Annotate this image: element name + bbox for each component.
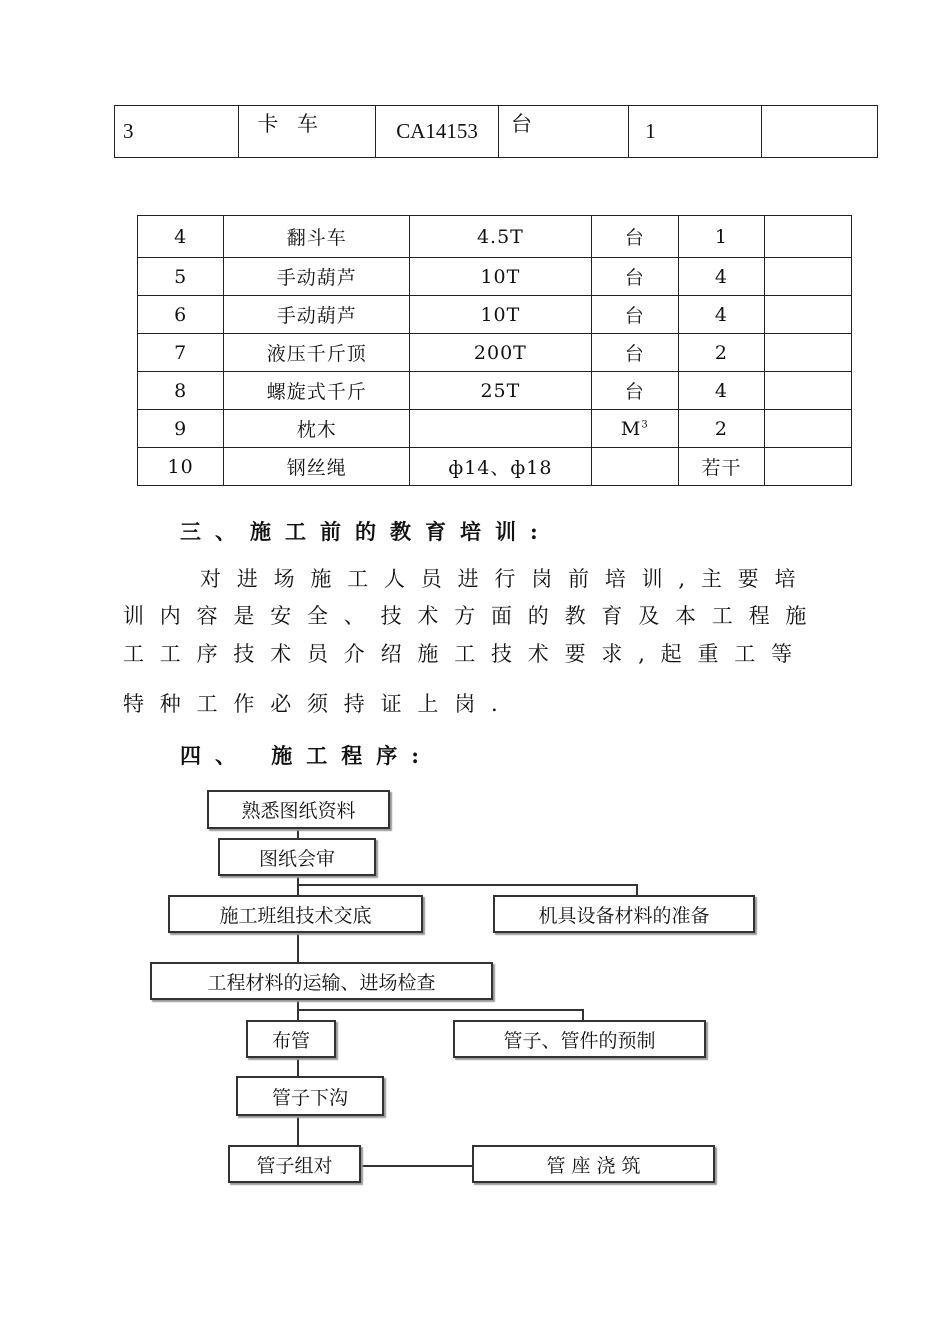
equipment-table-top [114, 105, 878, 158]
cell-note [765, 448, 852, 486]
cell-unit: 台 [591, 216, 678, 258]
section-3-line-4: 特种工作必须持证上岗. [123, 692, 514, 716]
cell-no: 7 [138, 334, 224, 372]
cell-spec: 4.5T [410, 216, 591, 258]
connector [297, 1058, 299, 1076]
cell-note [765, 216, 852, 258]
section-4-heading: 四、 施工程序: [180, 743, 434, 768]
flow-node-pipe-layout: 布管 [246, 1020, 336, 1058]
connector [297, 1009, 584, 1011]
connector [636, 884, 638, 895]
section-3-heading: 三、施工前的教育培训: [180, 519, 552, 544]
cell-no: 5 [138, 258, 224, 296]
cell-name: 螺旋式千斤 [224, 372, 410, 410]
cell-qty: 1 [629, 106, 761, 158]
cell-name: 翻斗车 [224, 216, 410, 258]
cell-note [765, 258, 852, 296]
flow-node-pipe-alignment: 管子组对 [228, 1145, 361, 1183]
cell-qty: 1 [678, 216, 764, 258]
cell-no: 9 [138, 410, 224, 448]
equipment-table [137, 215, 852, 486]
flow-node-drawings-familiarize: 熟悉图纸资料 [207, 790, 390, 829]
cell-spec: CA14153 [376, 106, 499, 158]
flow-node-equipment-preparation: 机具设备材料的准备 [493, 895, 755, 933]
cell-unit: 台 [591, 372, 678, 410]
cell-unit: 台 [591, 334, 678, 372]
cell-no: 10 [138, 448, 224, 486]
section-3-line-3: 工工序技术员介绍施工技术要求,起重工等 [123, 642, 808, 666]
connector [297, 884, 638, 886]
cell-qty: 4 [678, 258, 764, 296]
cell-spec: 200T [410, 334, 591, 372]
cell-spec: 25T [410, 372, 591, 410]
cell-unit [591, 448, 678, 486]
table-row [138, 296, 852, 334]
cell-name: 卡 车 [239, 106, 376, 158]
table-row [138, 216, 852, 258]
section-3-line-1: 对进场施工人员进行岗前培训,主要培 [200, 567, 812, 591]
connector [297, 829, 299, 838]
flow-node-material-transport: 工程材料的运输、进场检查 [150, 962, 493, 1000]
section-3-line-2: 训内容是安全、技术方面的教育及本工程施 [123, 604, 823, 628]
cell-spec [410, 410, 591, 448]
cell-qty: 若干 [678, 448, 764, 486]
cell-note [761, 106, 877, 158]
flow-node-technical-briefing: 施工班组技术交底 [168, 895, 423, 933]
cell-note [765, 372, 852, 410]
connector [297, 933, 299, 962]
cell-qty: 2 [678, 410, 764, 448]
cell-unit: 台 [591, 258, 678, 296]
flow-node-pipe-prefabrication: 管子、管件的预制 [453, 1020, 706, 1058]
cell-note [765, 296, 852, 334]
cell-spec: 10T [410, 258, 591, 296]
cell-no: 4 [138, 216, 224, 258]
table-row [138, 258, 852, 296]
cell-unit: $M^3$ [591, 410, 678, 448]
cell-name: 液压千斤顶 [224, 334, 410, 372]
flow-node-pipe-lowering: 管子下沟 [236, 1076, 384, 1116]
cell-name: 手动葫芦 [224, 258, 410, 296]
connector [297, 1116, 299, 1145]
cell-name: 钢丝绳 [224, 448, 410, 486]
cell-name: 手动葫芦 [224, 296, 410, 334]
table-row [138, 410, 852, 448]
cell-no: 8 [138, 372, 224, 410]
cell-name: 枕木 [224, 410, 410, 448]
cell-spec: ф14、ф18 [410, 448, 591, 486]
flow-node-pipe-support-pouring: 管 座 浇 筑 [472, 1145, 715, 1183]
table-row [138, 372, 852, 410]
cell-unit: 台 [499, 106, 629, 158]
cell-spec: 10T [410, 296, 591, 334]
cell-note [765, 334, 852, 372]
cell-qty: 4 [678, 296, 764, 334]
unit-superscript: 3 [641, 419, 649, 431]
cell-no: 3 [115, 106, 239, 158]
connector [297, 884, 299, 895]
connector [582, 1009, 584, 1020]
cell-qty: 4 [678, 372, 764, 410]
table-row [115, 106, 878, 158]
flow-node-drawing-review: 图纸会审 [218, 838, 376, 876]
cell-note [765, 410, 852, 448]
cell-no: 6 [138, 296, 224, 334]
table-row [138, 334, 852, 372]
table-row [138, 448, 852, 486]
cell-unit: 台 [591, 296, 678, 334]
connector [361, 1165, 473, 1167]
cell-qty: 2 [678, 334, 764, 372]
